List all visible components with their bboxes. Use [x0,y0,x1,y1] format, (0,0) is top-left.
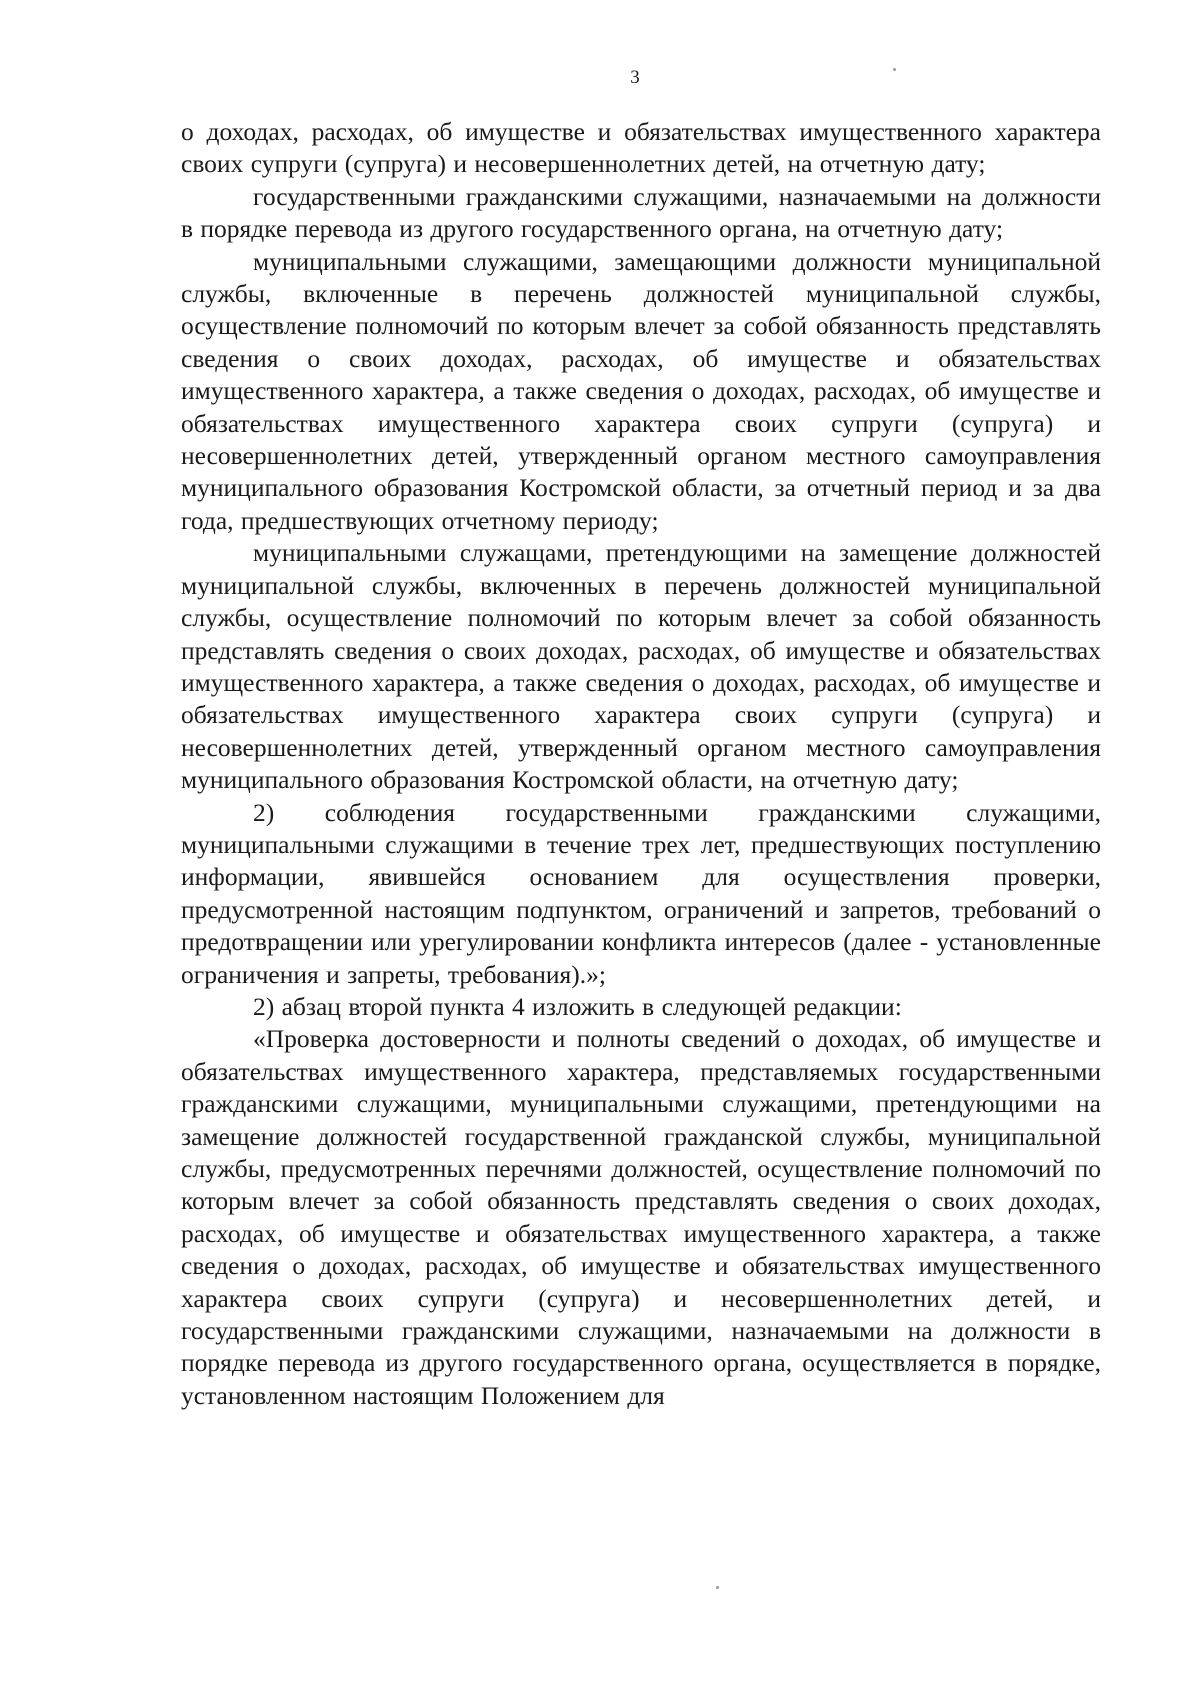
paragraph-state-servants-transfer: государственными гражданскими служащими, назначаемыми на должности в порядке перевода из другого государственного органа, на отчетную дату; [181,181,1101,244]
page-number: 3 [630,67,640,88]
paragraph-amendment-point-4: 2) абзац второй пункта 4 изложить в следующей редакции: [253,991,902,1021]
paragraph-verification-quote: «Проверка достоверности и полноты сведений о доходах, об имуществе и обязательствах имущественного характера, представляемых государственными гражданскими служащими, муниципальными служащими, претендующими на замещение должностей государственной гражданской службы, муниципальной службы, предусмотренных перечнями должностей, осуществление полномочий по которым влечет за собой обязанность представлять сведения о своих доходах, расходах, об имуществе и обязательствах имущественного характера, а также сведения о доходах, расходах, об имуществе и обязательствах имущественного характера своих супруги (супруга) и несовершеннолетних детей, и государственными гражданскими служащими, назначаемыми на должности в порядке перевода из другого государственного органа, осуществляется в порядке, установленном настоящим Положением для [181,1024,1101,1410]
scan-speck [716,1586,719,1589]
document-body [181,116,1101,1412]
paragraph-item-2-compliance: 2) соблюдения государственными гражданскими служащими, муниципальными служащими в течение трех лет, предшествующих поступлению информации, явившейся основанием для осуществления проверки, предусмотренной настоящим подпунктом, ограничений и запретов, требований о предотвращении или урегулировании конфликта интересов (далее - установленные ограничения и запреты, требования).»; [181,797,1101,989]
paragraph-municipal-servants-holding: муниципальными служащими, замещающими должности муниципальной службы, включенные в перечень должностей муниципальной службы, осуществление полномочий по которым влечет за собой обязанность представлять сведения о своих доходах, расходах, об имуществе и обязательствах имущественного характера, а также сведения о доходах, расходах, об имуществе и обязательствах имущественного характера своих супруги (супруга) и несовершеннолетних детей, утвержденный органом местного самоуправления муниципального образования Костромской области, за отчетный период и за два года, предшествующих отчетному периоду; [181,246,1101,535]
paragraph-municipal-servants-applying: муниципальными служащами, претендующими на замещение должностей муниципальной службы, включенных в перечень должностей муниципальной службы, осуществление полномочий по которым влечет за собой обязанность представлять сведения о своих доходах, расходах, об имуществе и обязательствах имущественного характера, а также сведения о доходах, расходах, об имуществе и обязательствах имущественного характера своих супруги (супруга) и несовершеннолетних детей, утвержденный органом местного самоуправления муниципального образования Костромской области, на отчетную дату; [181,538,1101,795]
paragraph-continuation: о доходах, расходах, об имуществе и обязательствах имущественного характера своих супруги (супруга) и несовершеннолетних детей, на отчетную дату; [181,117,1101,179]
scan-speck [893,68,896,71]
